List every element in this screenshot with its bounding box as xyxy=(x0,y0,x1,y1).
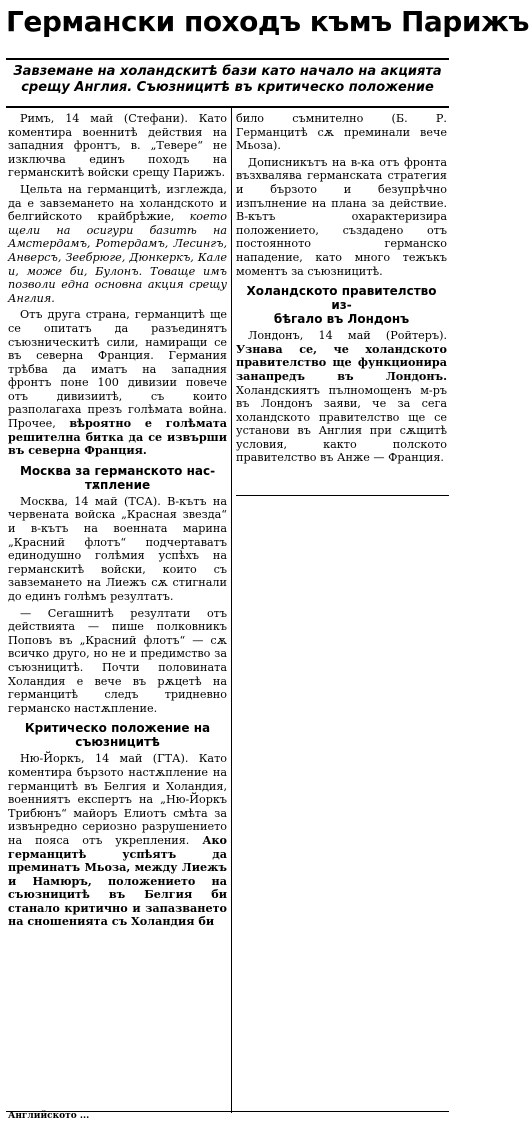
section-heading-line: тѫпление xyxy=(84,477,151,492)
article-paragraph xyxy=(8,183,227,305)
article-paragraph: — Сегашнитѣ резултати отъ действията — пише полковникъ Поповъ въ „Красний флотъ“ — сѫ всичко друго, но не и предимство за съюзницитѣ. Почти половината Холандия е вече въ рѫцетѣ на германцитѣ следъ тридневно германско настѫпление. xyxy=(8,606,227,715)
section-heading-line: бѣгало въ Лондонъ xyxy=(273,312,410,327)
article-paragraph: Римъ, 14 май (Стефани). Като коментира военнитѣ действия на западния фронтъ, в. „Тевере“ не изключва единъ походъ на германскитѣ войски срещу Парижъ. xyxy=(8,112,227,180)
section-heading-line: Москва за германското нас- xyxy=(19,463,216,478)
article-paragraph: било съмнително (Б. Р. Германцитѣ сѫ преминали вече Мьоза). xyxy=(236,112,447,153)
article-text: Цельта на германцитѣ, изглежда, да е завземането на холандското и белгийското крайбрѣжие, xyxy=(8,182,227,224)
article-text-italic: което щели на осигури базитѣ на Амстердамъ, Ротердамъ, Лесингъ, Анверсъ, Зеебрюге, Дюнкеркъ, Кале и, може би, Булонъ. Товаще имъ позволи една основна акция срещу Англия. xyxy=(8,210,227,305)
section-heading-line: Холандското правителство из- xyxy=(246,284,437,313)
article-text: Отъ друга страна, германцитѣ ще се опитатъ да разъединятъ съюзническитѣ сили, намиращи се въ северна Франция. Германия трѣбва да иматъ на западния фронтъ поне 100 дивизии повече отъ дивизиитѣ, съ които разполагаха презъ голѣмата война. Прочее, xyxy=(8,308,227,431)
article-text: Лондонъ, 14 май (Ройтеръ). xyxy=(248,329,447,343)
headline-underline xyxy=(6,58,449,60)
section-heading-line: Критическо положение на xyxy=(24,721,211,736)
right-column xyxy=(236,112,447,492)
section-heading-moscow xyxy=(8,464,227,492)
headline: Германски походъ къмъ Парижъ xyxy=(6,5,529,38)
article-text: Холандскиятъ пълномощенъ м-ръ въ Лондонъ заяви, че за сега холандското правителство ще се установи въ Англия при сѫщитѣ условия, както полското правителство въ Анже — Франция. xyxy=(236,383,447,465)
left-column xyxy=(8,112,227,1110)
article-paragraph xyxy=(8,308,227,458)
article-paragraph: Дописникътъ на в-ка отъ фронта възхвалява германската стратегия и бързото и безупрѣчно изпълнение на плана за действие. В-кътъ охарактеризира положението, създадено отъ постоянното германско нападение, като много тежъкъ моментъ за съюзницитѣ. xyxy=(236,155,447,278)
column-divider xyxy=(231,108,232,1113)
section-heading-line: съюзницитѣ xyxy=(75,735,160,750)
subheadline: Завземане на холандскитѣ бази като начало на акцията срещу Англия. Съюзницитѣ въ критическо положение xyxy=(13,64,442,95)
article-text-bold: Узнава се, че холандското правителство ще функционира занапредъ въ Лондонъ. xyxy=(236,341,447,383)
article-paragraph: Москва, 14 май (ТСА). В-кътъ на червената войска „Красная звезда“ и в-кътъ на военната марина „Красний флотъ“ подчертаватъ единодушно голѣмия успѣхъ на германскитѣ войски, които съ завземането на Лиежъ сѫ стигнали до единъ голѣмъ резултатъ. xyxy=(8,494,227,603)
article-paragraph xyxy=(236,329,447,465)
right-column-end-rule xyxy=(236,495,449,496)
article-text-bold: Ако германцитѣ успѣятъ да преминатъ Мьоза, между Лиежъ и Намюръ, положението на съюзницитѣ въ Белгия би станало критично и запазването на сношенията съ Холандия би xyxy=(8,832,227,929)
article-paragraph xyxy=(8,752,227,929)
article-text-bold: вѣроятно е голѣмата решителна битка да се извърши въ северна Франция. xyxy=(8,416,228,458)
header-rule xyxy=(6,106,449,108)
bottom-fragment: Английското ... xyxy=(8,1111,90,1121)
section-heading-dutch-government xyxy=(236,284,447,326)
section-heading-critical xyxy=(8,721,227,749)
article-text: Ню-Йоркъ, 14 май (ГТА). Като коментира бързото настѫпление на германцитѣ въ Белгия и Холандия, военниятъ експертъ на „Ню-Йоркъ Трибюнъ“ майоръ Елиотъ смѣта за извънредно сериозно разрушението на пояса отъ укрепления. xyxy=(8,752,227,847)
